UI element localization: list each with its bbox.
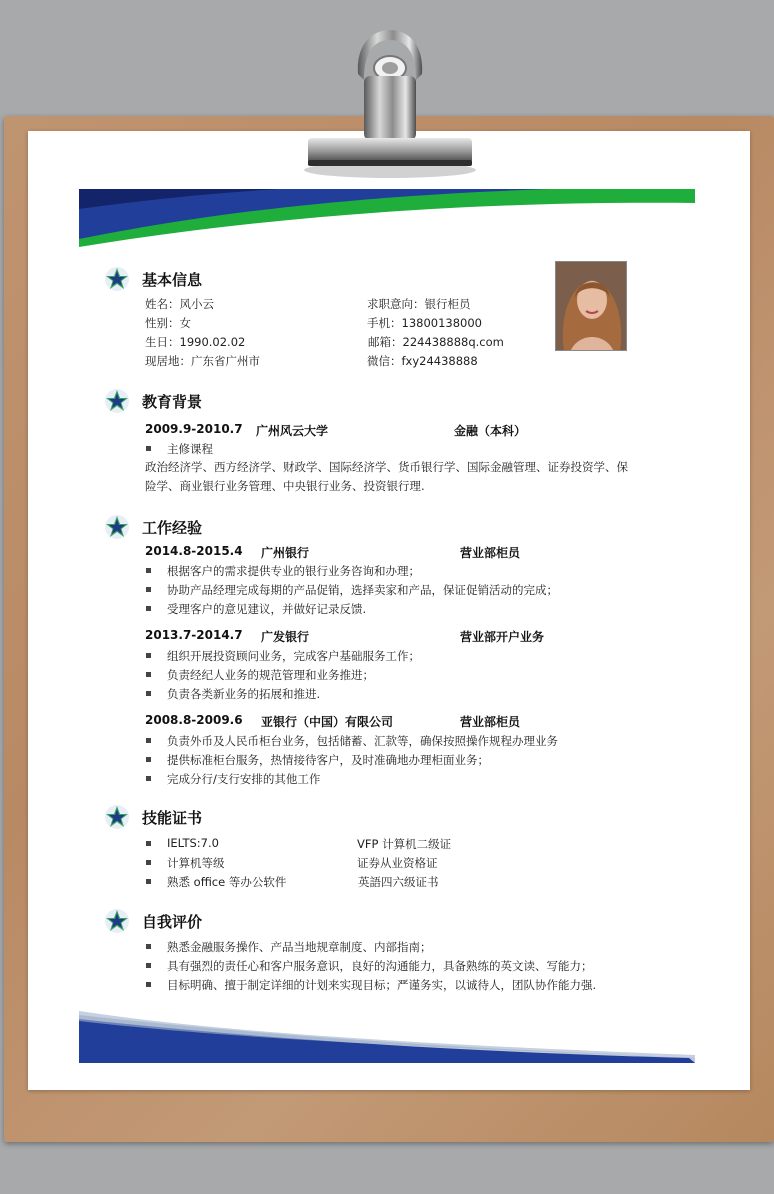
wechat-field: 微信：fxy24438888 (367, 354, 478, 368)
work-period: 2013.7-2014.7 (145, 628, 243, 642)
footer-decoration (79, 1011, 695, 1063)
skill-item: 证券从业资格证 (357, 856, 438, 870)
header-decoration (79, 189, 695, 249)
section-label: 技能证书 (142, 808, 203, 827)
section-basic-title (104, 266, 202, 292)
self-item: 具有强烈的责任心和客户服务意识，良好的沟通能力，具备熟练的英文读、写能力； (167, 959, 593, 973)
skill-item: IELTS:7.0 (167, 836, 219, 850)
section-skills-title (104, 804, 202, 830)
edu-major: 金融（本科） (454, 424, 527, 438)
work-duty: 完成分行/支行安排的其他工作 (167, 772, 321, 786)
work-company: 广州银行 (261, 546, 310, 560)
intention-field: 求职意向：银行柜员 (367, 297, 471, 311)
work-role: 营业部开户业务 (460, 630, 545, 644)
gender-field: 性别：女 (145, 316, 191, 330)
name-field: 姓名：风小云 (145, 297, 214, 311)
edu-courses: 政治经济学、西方经济学、财政学、国际经济学、货币银行学、国际金融管理、证券投资学、保险学、商业银行业务管理、中央银行业务、投资银行理. (145, 460, 628, 493)
binder-clip (300, 24, 480, 180)
star-icon (104, 804, 130, 830)
work-duty: 提供标准柜台服务，热情接待客户，及时准确地办理柜面业务； (167, 753, 489, 767)
work-duty: 受理客户的意见建议，并做好记录反馈. (167, 602, 367, 616)
section-label: 自我评价 (142, 912, 203, 931)
edu-period: 2009.9-2010.7 (145, 422, 243, 436)
skill-item: VFP 计算机二级证 (357, 837, 452, 851)
work-role: 营业部柜员 (460, 715, 521, 729)
skill-item: 熟悉 office 等办公软件 (167, 875, 287, 889)
skill-item: 计算机等级 (167, 856, 225, 870)
birth-field: 生日：1990.02.02 (145, 335, 246, 349)
work-period: 2014.8-2015.4 (145, 544, 243, 558)
work-period: 2008.8-2009.6 (145, 713, 243, 727)
section-label: 教育背景 (142, 392, 203, 411)
work-duty: 负责外币及人民币柜台业务，包括储蓄、汇款等，确保按照操作规程办理业务 (167, 734, 558, 748)
star-icon (104, 908, 130, 934)
phone-field: 手机：13800138000 (367, 316, 482, 330)
edu-courses-label: 主修课程 (167, 442, 213, 456)
skill-item: 英語四六级证书 (358, 875, 439, 889)
email-field: 邮箱：224438888q.com (368, 335, 504, 349)
work-company: 广发银行 (261, 630, 310, 644)
work-role: 营业部柜员 (460, 546, 521, 560)
work-duty: 负责各类新业务的拓展和推进. (167, 687, 321, 701)
edu-school: 广州风云大学 (256, 424, 329, 438)
star-icon (104, 514, 130, 540)
work-duty: 协助产品经理完成每期的产品促销，选择卖家和产品，保证促销活动的完成； (167, 583, 558, 597)
section-education-title (104, 388, 202, 414)
section-work-title (104, 514, 202, 540)
section-label: 基本信息 (142, 270, 203, 289)
star-icon (104, 388, 130, 414)
resume-paper (28, 131, 750, 1090)
work-duty: 根据客户的需求提供专业的银行业务咨询和办理； (167, 564, 420, 578)
work-company: 亚银行（中国）有限公司 (261, 715, 394, 729)
section-label: 工作经验 (142, 518, 203, 537)
self-item: 熟悉金融服务操作、产品当地规章制度、内部指南； (167, 940, 432, 954)
work-duty: 负责经纪人业务的规范管理和业务推进； (167, 668, 374, 682)
address-field: 现居地：广东省广州市 (145, 354, 260, 368)
work-duty: 组织开展投资顾问业务，完成客户基础服务工作； (167, 649, 420, 663)
profile-photo (555, 261, 627, 351)
section-self-title (104, 908, 202, 934)
self-item: 目标明确、擅于制定详细的计划来实现目标；严谨务实，以诚待人，团队协作能力强. (167, 978, 597, 992)
star-icon (104, 266, 130, 292)
